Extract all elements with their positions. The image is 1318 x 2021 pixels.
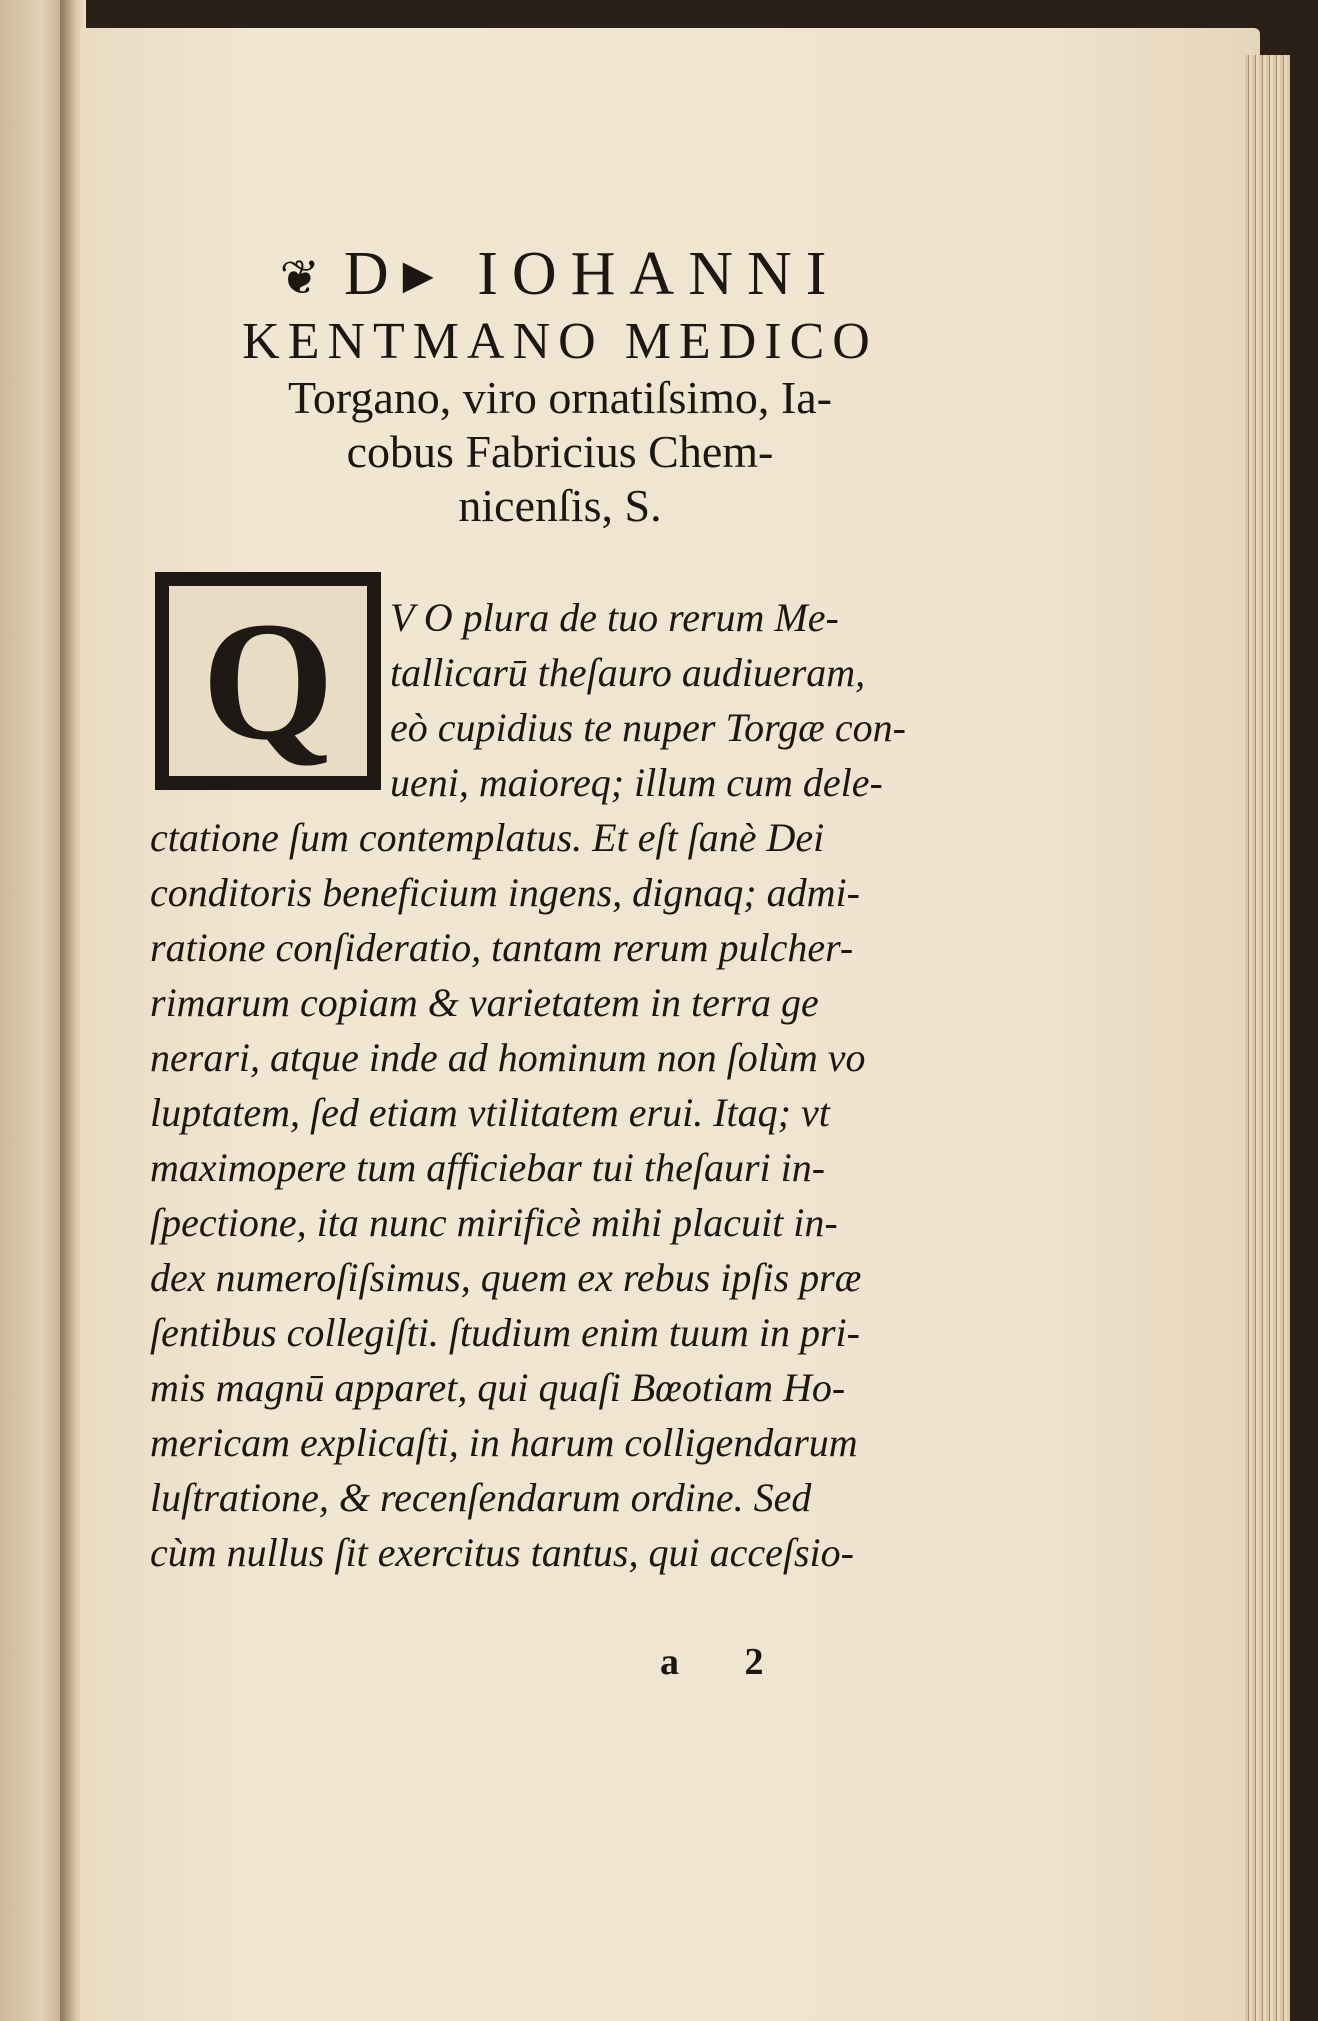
- text-line: dex numeroſiſsimus, quem ex rebus ipſis præ: [150, 1255, 862, 1300]
- dedication-heading: [170, 240, 950, 533]
- text-line: V O plura de tuo rerum Me-: [390, 595, 839, 640]
- text-line: tallicarū theſauro audiueram,: [390, 650, 866, 695]
- text-line: rimarum copiam & varietatem in terra ge: [150, 980, 819, 1025]
- text-line: ſpectione, ita nunc mirificè mihi placuit in-: [150, 1200, 838, 1245]
- heading-line-5: nicenſis, S.: [458, 480, 662, 531]
- initial-letter: Q: [201, 587, 335, 775]
- text-line: mis magnū apparet, qui quaſi Bœotiam Ho-: [150, 1365, 846, 1410]
- heading-line-1: D▸ IOHANNI: [343, 240, 841, 308]
- text-line: ſentibus collegiſti. ſtudium enim tuum in pri-: [150, 1310, 860, 1355]
- text-line: ueni, maioreq; illum cum dele-: [390, 760, 883, 805]
- text-line: conditoris beneficium ingens, dignaq; admi-: [150, 870, 860, 915]
- signature-mark: a 2: [660, 1641, 792, 1683]
- body-text: [150, 587, 930, 1580]
- fleuron-ornament: ❦: [279, 252, 334, 305]
- text-line: eò cupidius te nuper Torgæ con-: [390, 705, 906, 750]
- text-line: ctatione ſum contemplatus. Et eſt ſanè Dei: [150, 815, 825, 860]
- text-line: nerari, atque inde ad hominum non ſolùm vo: [150, 1035, 866, 1080]
- text-line: cùm nullus ſit exercitus tantus, qui acceſsio-: [150, 1530, 854, 1575]
- page-edges: [1245, 55, 1290, 2021]
- heading-line-3: Torgano, viro ornatiſsimo, Ia-: [288, 372, 832, 423]
- text-line: mericam explicaſti, in harum colligendarum: [150, 1420, 858, 1465]
- heading-line-2: KENTMANO MEDICO: [242, 313, 878, 370]
- text-line: luſtratione, & recenſendarum ordine. Sed: [150, 1475, 812, 1520]
- text-line: luptatem, ſed etiam vtilitatem erui. Itaq; vt: [150, 1090, 830, 1135]
- heading-line-4: cobus Fabricius Chem-: [346, 426, 774, 477]
- text-line: maximopere tum afficiebar tui theſauri in-: [150, 1145, 826, 1190]
- text-line: ratione conſideratio, tantam rerum pulcher-: [150, 925, 854, 970]
